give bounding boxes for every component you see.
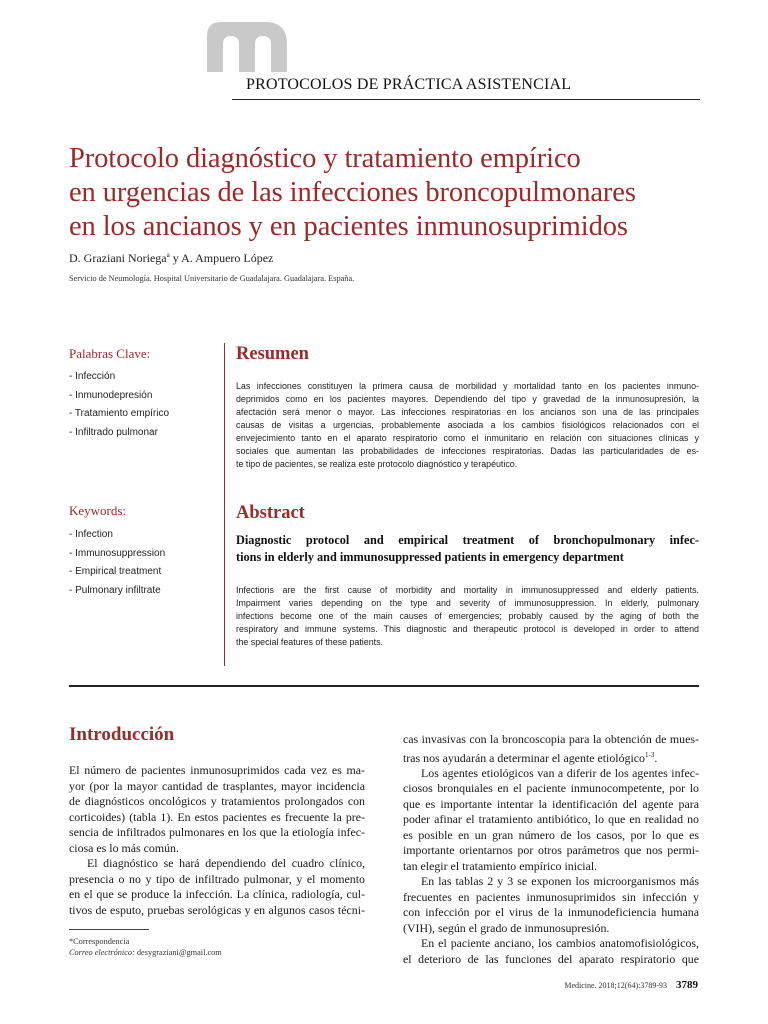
email-address[interactable]: desygraziani@gmail.com bbox=[136, 948, 222, 957]
body-line: cas invasivas con la broncoscopia para la obtención de mues- bbox=[403, 732, 699, 746]
body-line: En las tablas 2 y 3 se exponen los microorganismos más bbox=[421, 874, 699, 889]
authors bbox=[69, 251, 273, 266]
section-title: PROTOCOLOS DE PRÁCTICA ASISTENCIAL bbox=[246, 76, 572, 93]
text-line: Infections are the first cause of morbidity and mortality in immunosuppressed and elderly patients. bbox=[236, 585, 699, 595]
text-line: sociales que aumentan las probabilidades de infecciones respiratorias. Dadas las particularidades de es- bbox=[236, 446, 699, 456]
article-title bbox=[69, 142, 749, 244]
abstract-heading: Abstract bbox=[236, 503, 305, 523]
body-line: El diagnóstico se hará dependiendo del cuadro clínico, bbox=[87, 856, 365, 870]
abstract-text bbox=[236, 584, 699, 649]
abstract-title-line: Diagnostic protocol and empirical treatment of bronchopulmonary infec- bbox=[236, 533, 699, 547]
keyword-item: - Infección bbox=[69, 371, 116, 382]
keyword-item: - Tratamiento empírico bbox=[69, 408, 170, 419]
body-line: corticoides) (tabla 1). En estos pacientes es frecuente la pre- bbox=[69, 809, 365, 824]
keyword-item: - Infiltrado pulmonar bbox=[69, 426, 158, 438]
abstract-title-line: tions in elderly and immunosuppressed patients in emergency department bbox=[236, 550, 624, 564]
author-name: D. Graziani Noriega bbox=[69, 251, 167, 265]
page-footer bbox=[564, 975, 698, 993]
body-line: poder afinar el tratamiento antibiótico, lo que en realidad no bbox=[403, 812, 699, 827]
text-line: envejecimiento tanto en el aparato respiratorio como el inmunitario en relación con situaciones clínicas y bbox=[236, 433, 699, 443]
affiliation: Servicio de Neumología. Hospital Universitario de Guadalajara. Guadalajara. España. bbox=[69, 274, 355, 283]
body-column-left bbox=[69, 763, 365, 918]
resumen-text bbox=[236, 380, 699, 471]
body-column-right bbox=[403, 732, 699, 967]
body-line: el deterioro de las funciones del aparato respiratorio que bbox=[403, 951, 699, 966]
section-rule bbox=[69, 685, 699, 687]
column-divider bbox=[224, 343, 225, 666]
text-line: infections become one of the main causes of emergencies; probably caused by the aging of both the bbox=[236, 611, 699, 621]
body-line: Los agentes etiológicos van a diferir de los agentes infec- bbox=[421, 765, 699, 780]
text-line: afectación será menor o mayor. Las infecciones respiratorias en los ancianos son una de las principales bbox=[236, 407, 699, 417]
body-line: En el paciente anciano, los cambios anatomofisiológicos, bbox=[421, 936, 699, 951]
reference-mark: 1-3 bbox=[645, 750, 655, 759]
text-line: respiratory and immune systems. This diagnostic and therapeutic protocol is developed in order to attend bbox=[236, 624, 699, 634]
body-line: sencia de infiltrados pulmonares en los que la etiología infec- bbox=[69, 825, 365, 839]
body-line: presencia o no y tipo de infiltrado pulmonar, y el momento bbox=[69, 871, 365, 886]
keywords-list bbox=[69, 529, 165, 603]
body-line: con infección por el virus de la inmunodeficiencia humana bbox=[403, 905, 699, 920]
keywords-heading: Keywords: bbox=[69, 503, 127, 518]
body-line: tan elegir el tratamiento empírico inicial. bbox=[403, 858, 598, 873]
keyword-item: - Immunosuppression bbox=[69, 547, 166, 559]
header-rule bbox=[232, 99, 700, 101]
resumen-heading: Resumen bbox=[236, 344, 309, 364]
body-text: tras nos ayudarán a determinar el agente etiológico bbox=[403, 750, 646, 765]
body-line: tivos de esputo, pruebas serológicas y en algunos casos técni- bbox=[69, 902, 365, 917]
body-line: ciosos bronquiales en el paciente inmunocompetente, por lo bbox=[403, 781, 699, 796]
body-line: (VIH), según el grado de inmunosupresión. bbox=[403, 920, 610, 935]
section-header bbox=[232, 74, 700, 100]
author-name: y A. Ampuero López bbox=[169, 251, 274, 265]
text-line: te tipo de pacientes, se realiza este protocolo diagnóstico y terapéutico. bbox=[236, 459, 518, 469]
body-line: ciosa es lo más común. bbox=[69, 840, 179, 855]
title-line: en los ancianos y en pacientes inmunosuprimidos bbox=[69, 211, 628, 242]
body-line: frecuentes en pacientes inmunosuprimidos sin infección y bbox=[403, 889, 699, 904]
text-line: the special features of these patients. bbox=[236, 637, 384, 647]
body-line: es posible en un gran número de los casos, por lo que es bbox=[403, 827, 699, 842]
journal-logo-icon bbox=[207, 22, 287, 72]
introduccion-heading: Introducción bbox=[69, 724, 175, 745]
text-line: Impairment varies depending on the type and severity of immunosuppression. In elderly, pulmonary bbox=[236, 598, 699, 608]
body-text: . bbox=[654, 750, 658, 765]
email-label: Correo electrónico: bbox=[69, 948, 135, 957]
keyword-item: - Pulmonary infiltrate bbox=[69, 584, 161, 596]
text-line: Las infecciones constituyen la primera causa de morbilidad y mortalidad tanto en los pacientes inmuno- bbox=[236, 381, 699, 391]
text-line: deprimidos como en los pacientes mayores. Dependiendo del tipo y gravedad de la inmunosupresión, la bbox=[236, 394, 699, 404]
text-line: causas de visitas a urgencias, probablemente asociada a los cambios fisiológicos relacionados con el bbox=[236, 420, 699, 430]
abstract-title bbox=[236, 532, 699, 566]
email-note bbox=[69, 948, 222, 957]
body-line: El número de pacientes inmunosuprimidos cada vez es ma- bbox=[69, 763, 365, 777]
palabras-clave-heading: Palabras Clave: bbox=[69, 346, 151, 361]
body-line: de diagnósticos oncológicos y tratamientos prolongados con bbox=[69, 794, 365, 808]
correspondence-note: *Correspondencia bbox=[69, 937, 130, 946]
palabras-clave-list bbox=[69, 371, 169, 445]
title-line: Protocolo diagnóstico y tratamiento empírico bbox=[69, 143, 581, 174]
title-line: en urgencias de las infecciones broncopulmonares bbox=[69, 177, 636, 208]
body-line: yor (por la mayor cantidad de trasplantes, mayor incidencia bbox=[69, 778, 365, 793]
citation: Medicine. 2018;12(64):3789-93 bbox=[564, 981, 667, 990]
keyword-item: - Infection bbox=[69, 529, 113, 540]
footnote-rule bbox=[69, 929, 149, 930]
body-line: que es importante intentar la identificación del agente para bbox=[403, 796, 699, 811]
body-line bbox=[403, 748, 699, 766]
keyword-item: - Empirical treatment bbox=[69, 566, 162, 577]
keyword-item: - Inmunodepresión bbox=[69, 389, 153, 401]
author-mark: a bbox=[166, 251, 170, 259]
body-line: en el que se produce la infección. La clínica, radiología, cul- bbox=[69, 887, 365, 901]
page-number: 3789 bbox=[676, 979, 698, 991]
body-line: importante orientarnos por otros parámetros que nos permi- bbox=[403, 843, 699, 858]
